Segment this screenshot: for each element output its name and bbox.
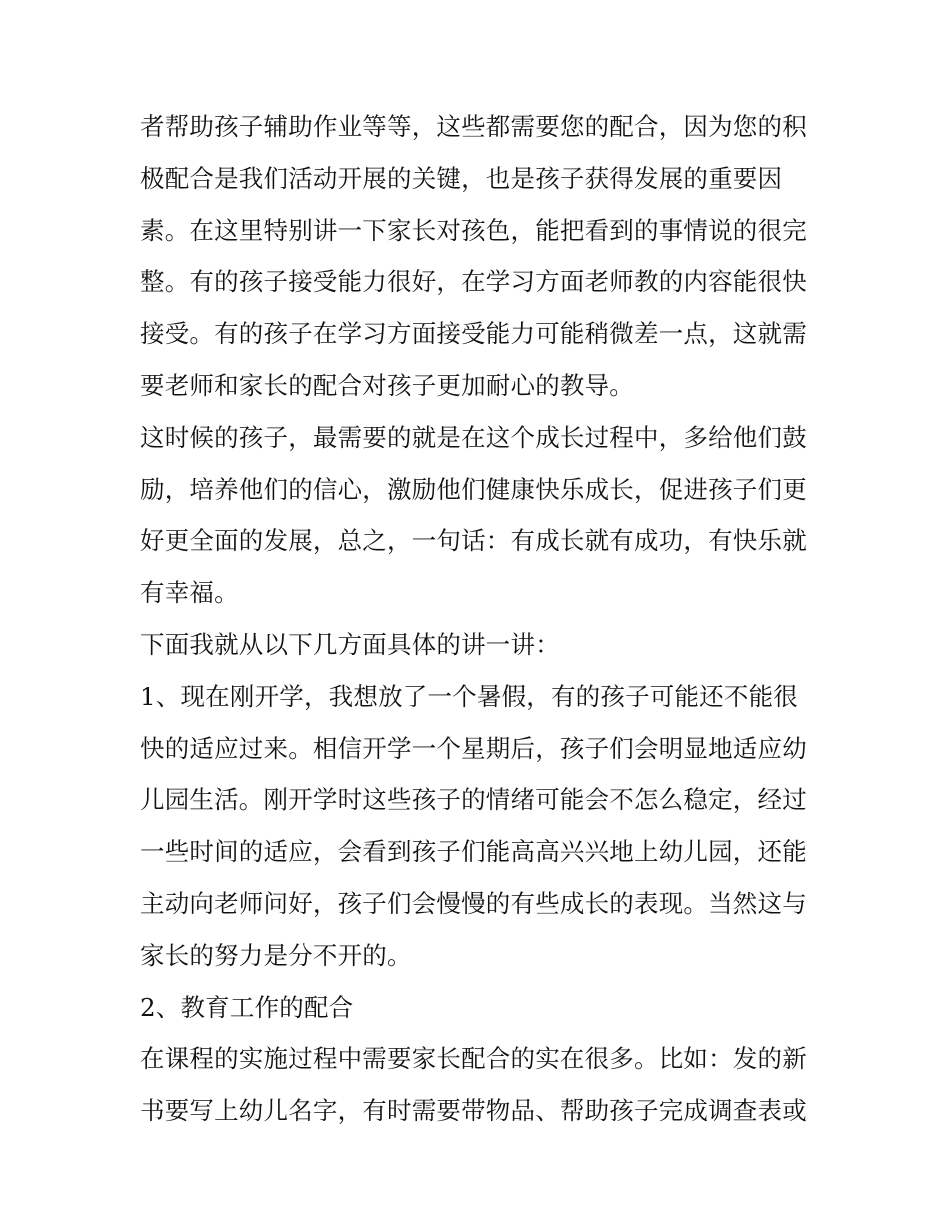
text-line: 快的适应过来。相信开学一个星期后，孩子们会明显地适应幼 — [140, 733, 807, 763]
text-line: 极配合是我们活动开展的关键，也是孩子获得发展的重要因 — [140, 163, 783, 193]
text-line: 好更全面的发展，总之，一句话：有成长就有成功，有快乐就 — [140, 526, 807, 556]
text-line: 有幸福。 — [140, 578, 239, 608]
text-line: 要老师和家长的配合对孩子更加耐心的教导。 — [140, 370, 634, 400]
text-line: 励，培养他们的信心，激励他们健康快乐成长，促进孩子们更 — [140, 474, 807, 504]
text-line: 家长的努力是分不开的。 — [140, 940, 412, 970]
text-line: 主动向老师问好，孩子们会慢慢的有些成长的表现。当然这与 — [140, 888, 807, 918]
text-line: 在课程的实施过程中需要家长配合的实在很多。比如：发的新 — [140, 1044, 807, 1074]
text-line: 素。在这里特别讲一下家长对孩色，能把看到的事情说的很完 — [140, 215, 807, 245]
text-line: 书要写上幼儿名字，有时需要带物品、帮助孩子完成调查表或 — [140, 1096, 807, 1126]
text-line: 1、现在刚开学，我想放了一个暑假，有的孩子可能还不能很 — [140, 681, 798, 711]
text-line: 者帮助孩子辅助作业等等，这些都需要您的配合，因为您的积 — [140, 112, 807, 141]
text-line: 2、教育工作的配合 — [140, 992, 354, 1022]
document-body-text — [140, 101, 816, 1137]
text-line: 一些时间的适应，会看到孩子们能高高兴兴地上幼儿园，还能 — [140, 837, 807, 867]
text-line: 接受。有的孩子在学习方面接受能力可能稍微差一点，这就需 — [140, 319, 807, 349]
text-line: 下面我就从以下几方面具体的讲一讲： — [140, 629, 560, 659]
text-line: 儿园生活。刚开学时这些孩子的情绪可能会不怎么稳定，经过 — [140, 785, 807, 815]
text-line: 整。有的孩子接受能力很好，在学习方面老师教的内容能很快 — [140, 267, 807, 297]
text-line: 这时候的孩子，最需要的就是在这个成长过程中，多给他们鼓 — [140, 422, 807, 452]
